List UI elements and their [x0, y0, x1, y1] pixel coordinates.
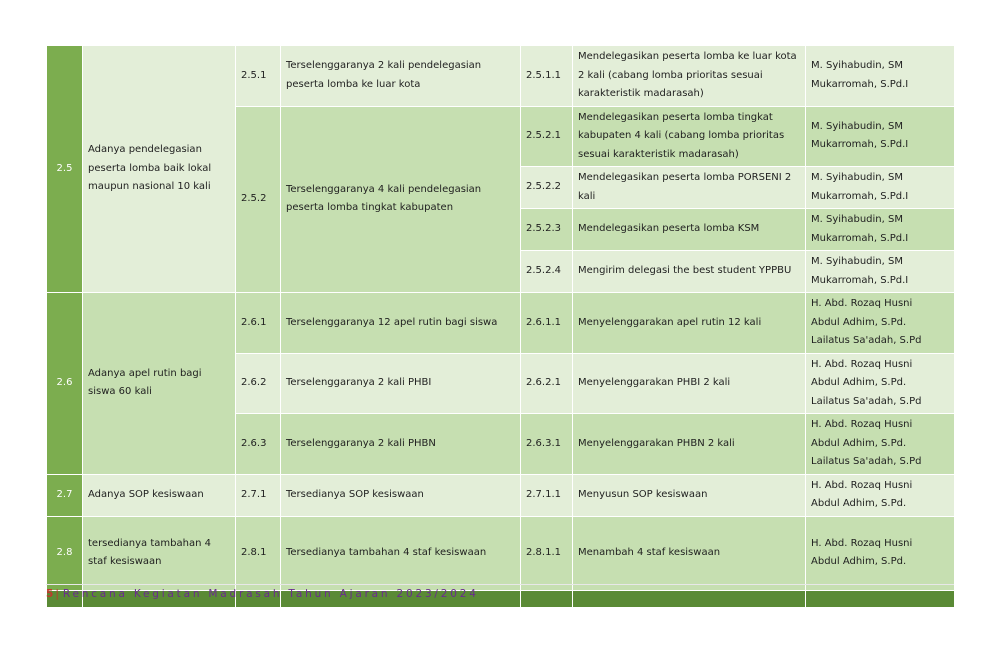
activity-text: Mendelegasikan peserta lomba KSM [573, 209, 806, 251]
activity-text: Menyelenggarakan apel rutin 12 kali [573, 293, 806, 354]
indicator-code: 2.6.2 [236, 353, 281, 414]
indicator-text: Terselenggaranya 4 kali pendelegasian peserta lomba tingkat kabupaten [281, 106, 521, 293]
indicator-code: 2.6.1 [236, 293, 281, 354]
table-row [47, 46, 955, 107]
indicator-code: 2.7.1 [236, 474, 281, 516]
person-in-charge: H. Abd. Rozaq Husni Abdul Adhim, S.Pd. Lailatus Sa'adah, S.Pd [806, 353, 955, 414]
footer-separator: | [55, 588, 59, 600]
activity-text: Menyelenggarakan PHBI 2 kali [573, 353, 806, 414]
person-in-charge: H. Abd. Rozaq Husni Abdul Adhim, S.Pd. Lailatus Sa'adah, S.Pd [806, 414, 955, 475]
activity-plan-table [46, 45, 955, 608]
activity-text: Mengirim delegasi the best student YPPBU [573, 251, 806, 293]
indicator-text: Terselenggaranya 2 kali PHBI [281, 353, 521, 414]
goal-number: 2.8 [47, 516, 83, 590]
page-footer [46, 588, 479, 600]
goal-number: 2.7 [47, 474, 83, 516]
person-in-charge: H. Abd. Rozaq Husni Abdul Adhim, S.Pd. Lailatus Sa'adah, S.Pd [806, 293, 955, 354]
activity-code: 2.7.1.1 [521, 474, 573, 516]
person-in-charge: M. Syihabudin, SM Mukarromah, S.Pd.I [806, 209, 955, 251]
activity-text: Menyusun SOP kesiswaan [573, 474, 806, 516]
table-row [47, 474, 955, 516]
activity-code: 2.5.2.1 [521, 106, 573, 167]
table-row [47, 516, 955, 590]
person-in-charge: M. Syihabudin, SM Mukarromah, S.Pd.I [806, 106, 955, 167]
indicator-text: Tersedianya SOP kesiswaan [281, 474, 521, 516]
indicator-text: Terselenggaranya 2 kali pendelegasian peserta lomba ke luar kota [281, 46, 521, 107]
document-title: Rencana Kegiatan Madrasah Tahun Ajaran 2023/2024 [62, 588, 479, 600]
indicator-code: 2.5.2 [236, 106, 281, 293]
indicator-code: 2.6.3 [236, 414, 281, 475]
table-row [47, 293, 955, 354]
indicator-text: Terselenggaranya 2 kali PHBN [281, 414, 521, 475]
closing-cell [806, 590, 955, 607]
goal-description: Adanya pendelegasian peserta lomba baik lokal maupun nasional 10 kali [83, 46, 236, 293]
activity-text: Mendelegasikan peserta lomba PORSENI 2 kali [573, 167, 806, 209]
activity-code: 2.6.2.1 [521, 353, 573, 414]
activity-text: Mendelegasikan peserta lomba tingkat kabupaten 4 kali (cabang lomba prioritas sesuai karakteristik madarasah) [573, 106, 806, 167]
activity-code: 2.6.1.1 [521, 293, 573, 354]
goal-number: 2.5 [47, 46, 83, 293]
goal-description: Adanya apel rutin bagi siswa 60 kali [83, 293, 236, 475]
activity-code: 2.8.1.1 [521, 516, 573, 590]
activity-code: 2.5.1.1 [521, 46, 573, 107]
footer-divider [46, 584, 954, 585]
person-in-charge: M. Syihabudin, SM Mukarromah, S.Pd.I [806, 46, 955, 107]
activity-text: Menyelenggarakan PHBN 2 kali [573, 414, 806, 475]
activity-text: Menambah 4 staf kesiswaan [573, 516, 806, 590]
activity-text: Mendelegasikan peserta lomba ke luar kota 2 kali (cabang lomba prioritas sesuai karakteristik madarasah) [573, 46, 806, 107]
person-in-charge: M. Syihabudin, SM Mukarromah, S.Pd.I [806, 251, 955, 293]
person-in-charge: H. Abd. Rozaq Husni Abdul Adhim, S.Pd. [806, 474, 955, 516]
indicator-text: Terselenggaranya 12 apel rutin bagi siswa [281, 293, 521, 354]
person-in-charge: H. Abd. Rozaq Husni Abdul Adhim, S.Pd. [806, 516, 955, 590]
activity-code: 2.6.3.1 [521, 414, 573, 475]
goal-description: Adanya SOP kesiswaan [83, 474, 236, 516]
indicator-code: 2.5.1 [236, 46, 281, 107]
indicator-code: 2.8.1 [236, 516, 281, 590]
activity-code: 2.5.2.2 [521, 167, 573, 209]
goal-number: 2.6 [47, 293, 83, 475]
activity-code: 2.5.2.4 [521, 251, 573, 293]
goal-description: tersedianya tambahan 4 staf kesiswaan [83, 516, 236, 590]
closing-cell [521, 590, 573, 607]
person-in-charge: M. Syihabudin, SM Mukarromah, S.Pd.I [806, 167, 955, 209]
closing-cell [573, 590, 806, 607]
page-number: 5 [46, 588, 54, 600]
activity-code: 2.5.2.3 [521, 209, 573, 251]
indicator-text: Tersedianya tambahan 4 staf kesiswaan [281, 516, 521, 590]
